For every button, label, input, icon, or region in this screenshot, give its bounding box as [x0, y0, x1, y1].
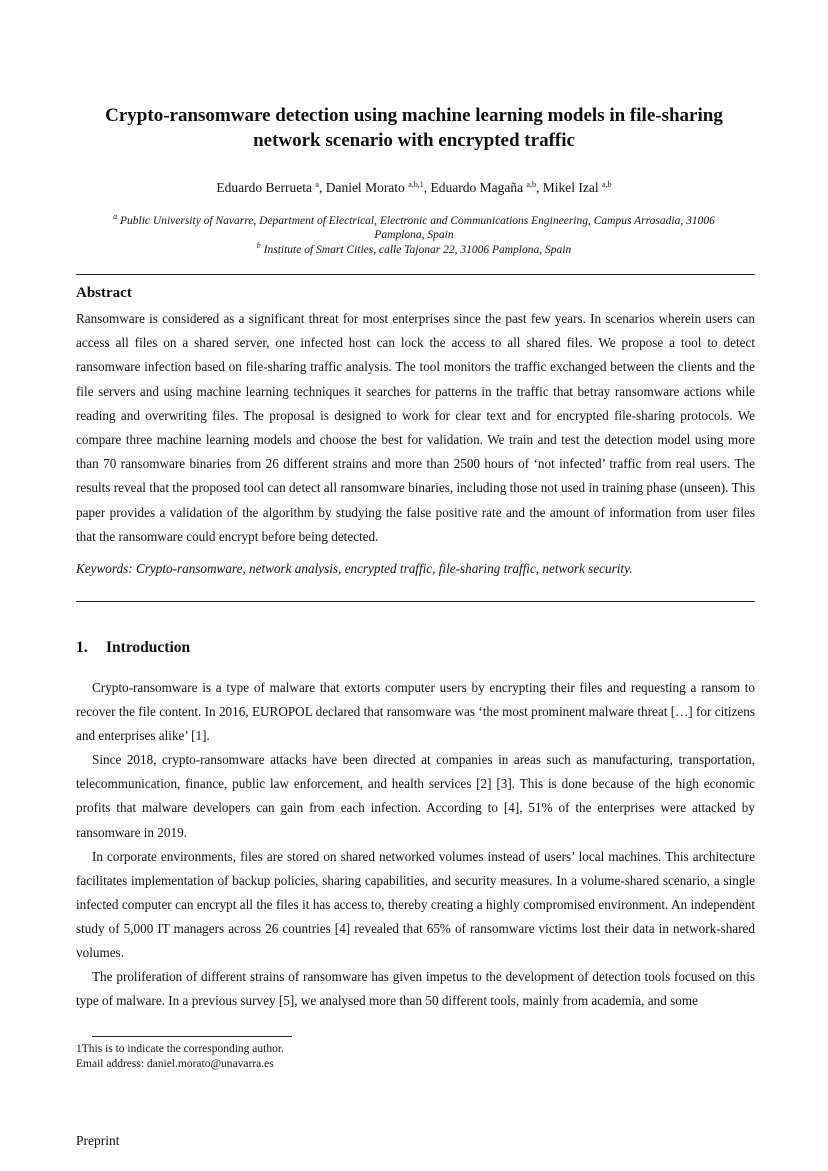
author-affiliation-mark: a,b [602, 180, 612, 189]
affiliation-mark: a [113, 212, 118, 221]
author-affiliation-mark: a,b,1 [408, 180, 424, 189]
paragraph: Crypto-ransomware is a type of malware that extorts computer users by encrypting their files and requesting a ransom to recover the file content. In 2016, EUROPOL declared that ransomware was ‘the most prominent malware threat […] for citizens and enterprises alike’ [1]. [76, 680, 755, 744]
footnote-corresponding-author: 1This is to indicate the corresponding author. [76, 1043, 284, 1055]
paragraph: The proliferation of different strains of ransomware has given impetus to the development of detection tools focused on this type of malware. In a previous survey [5], we analysed more than 50 different tools, mainly from academia, and some [76, 969, 755, 1009]
affiliation-a [90, 214, 738, 242]
author-name: Eduardo Berrueta [216, 180, 313, 195]
affiliation-mark: b [256, 241, 261, 250]
paper-title: Crypto-ransomware detection using machine learning models in file-sharing network scenario with encrypted traffic [105, 105, 723, 151]
keywords: Keywords: Crypto-ransomware, network analysis, encrypted traffic, file-sharing traffic, network security. [76, 561, 633, 576]
paragraph: In corporate environments, files are stored on shared networked volumes instead of users’ local machines. This architecture facilitates implementation of backup policies, sharing capabilities, and security measures. In a volume-shared scenario, a single infected computer can encrypt all the files it has access to, thereby creating a highly compromised environment. An independent study of 5,000 IT managers across 26 countries [4] revealed that 65% of ransomware victims lost their data in network-shared volumes. [76, 848, 755, 961]
abstract-text: Ransomware is considered as a significant threat for most enterprises since the past few years. In scenarios wherein users can access all files on a shared server, one infected host can lock the access to all shared files. We propose a tool to detect ransomware infection based on file-sharing traffic analysis. The tool monitors the traffic exchanged between the clients and the file servers and using machine learning techniques it searches for patterns in the traffic that betray ransomware actions while reading and overwriting files. The proposal is designed to work for clear text and for encrypted file-sharing protocols. We compare three machine learning models and choose the best for validation. We train and test the detection model using more than 70 ransomware binaries from 26 different strains and more than 2500 hours of ‘not infected’ traffic from real users. The results reveal that the proposed tool can detect all ransomware binaries, including those not used in training phase (unseen). This paper provides a validation of the algorithm by studying the false positive rate and the amount of information from user files that the ransomware could encrypt before being detected. [76, 311, 755, 544]
section-number: 1. [76, 639, 88, 656]
preprint-label: Preprint [76, 1133, 120, 1148]
author-name: Daniel Morato [325, 180, 405, 195]
author-list: Eduardo Berrueta $^a$, Daniel Morato $^{a,b,1}$, Eduardo Magaña $^{a,b}$, Mikel Izal $^{a,b}$ [216, 180, 612, 195]
introduction-body [76, 676, 755, 1013]
affiliation-text: Institute of Smart Cities, calle Tajonar 22, 31006 Pamplona, Spain [263, 244, 572, 256]
footnote-email: Email address: daniel.morato@unavarra.es [76, 1058, 274, 1070]
author-name: Mikel Izal [542, 180, 599, 195]
section-heading-introduction [76, 638, 190, 658]
paragraph: Since 2018, crypto-ransomware attacks have been directed at companies in areas such as manufacturing, transportation, telecommunication, finance, public law enforcement, and health services [2] [3]. This is done because of the high economic profits that malware developers can gain from each infection. According to [4], 51% of the enterprises were attacked by ransomware in 2019. [76, 752, 755, 840]
divider-top [76, 274, 755, 275]
affiliation-text: Public University of Navarre, Department of Electrical, Electronic and Communications Engineering, Campus Arrosadia, 31006 Pamplona, Spain [120, 215, 715, 241]
footnote [76, 1042, 284, 1072]
author-affiliation-mark: a,b [526, 180, 537, 189]
author-affiliation-mark: a [315, 180, 319, 189]
divider-bottom [76, 601, 755, 602]
abstract-heading: Abstract [76, 285, 132, 301]
author-name: Eduardo Magaña [430, 180, 524, 195]
section-title: Introduction [106, 639, 191, 656]
footnote-divider [92, 1036, 292, 1037]
affiliation-b [90, 243, 738, 257]
